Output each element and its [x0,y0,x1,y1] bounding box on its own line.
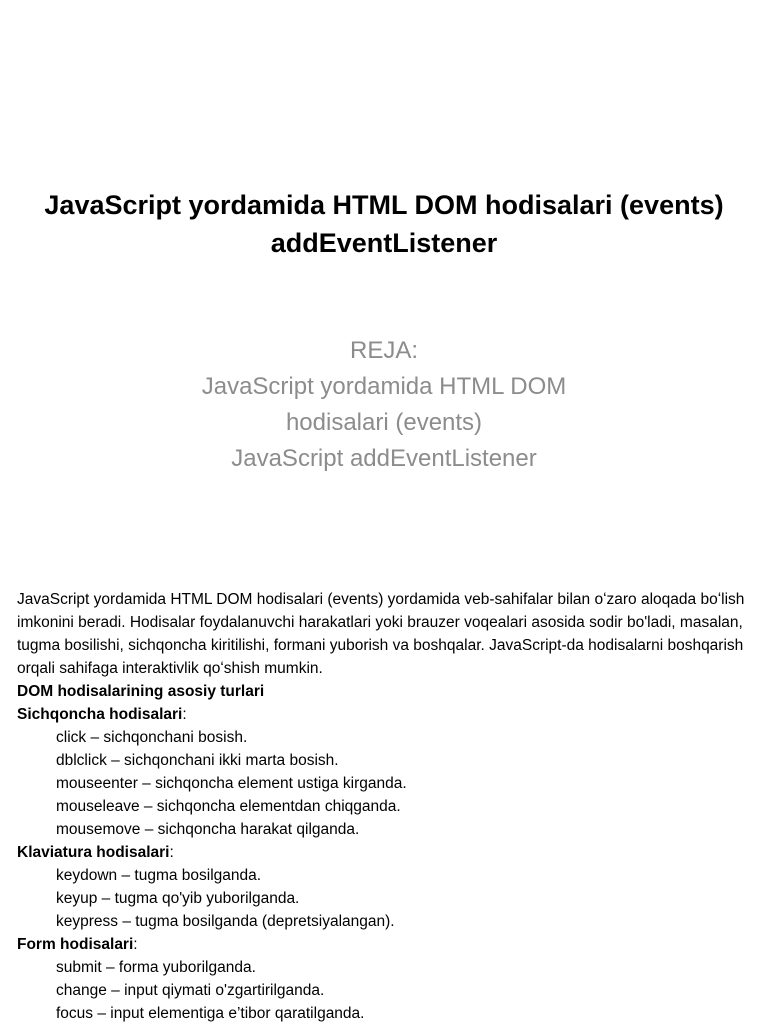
list-item: mouseleave – sichqoncha elementdan chiqganda. [56,798,401,815]
group-heading-colon: : [133,936,138,953]
list-item: change – input qiymati o'zgartirilganda. [56,982,325,999]
group-heading [17,703,757,726]
list-item: keypress – tugma bosilganda (depretsiyalangan). [56,913,395,930]
subtitle-line-reja: REJA: [349,337,418,364]
group-heading-label: Form hodisalari [17,936,134,953]
subtitle-line-events: hodisalari (events) [285,409,483,436]
group-mouse-events [17,703,757,841]
list-item: dblclick – sichqonchani ikki marta bosish. [56,752,339,769]
list-item: click – sichqonchani bosish. [56,729,248,746]
group-heading-label: Sichqoncha hodisalari [17,706,183,723]
group-keyboard-events [17,841,757,933]
slide-title: JavaScript yordamida HTML DOM hodisalari (events) addEventListener [44,190,724,258]
group-heading-label: Klaviatura hodisalari [17,844,170,861]
list-item: focus – input elementiga e’tibor qaratilganda. [56,1005,365,1022]
group-heading [17,933,757,956]
subtitle-line-addeventlistener: JavaScript addEventListener [231,445,537,472]
list-item: keydown – tugma bosilganda. [56,867,262,884]
group-heading-colon: : [169,844,174,861]
subtitle-line-html-dom: JavaScript yordamida HTML DOM [201,373,567,400]
group-form-events [17,933,757,1025]
section-heading: DOM hodisalarining asosiy turlari [17,683,265,700]
body-text [17,588,757,1025]
group-heading-colon: : [182,706,187,723]
list-item: submit – forma yuborilganda. [56,959,256,976]
subtitle-block [60,333,708,477]
list-item: mousemove – sichqoncha harakat qilganda. [56,821,360,838]
list-item: mouseenter – sichqoncha element ustiga kirganda. [56,775,407,792]
intro-paragraph: JavaScript yordamida HTML DOM hodisalari (events) yordamida veb-sahifalar bilan oʻzaro aloqada boʻlish imkonini beradi. Hodisalar foydalanuvchi harakatlari yoki brauzer voqealari asosida sodir bo'ladi, masalan, tugma bosilishi, sichqoncha kiritilishi, formani yuborish va boshqalar. JavaScript-da hodisalarni boshqarish orqali sahifaga interaktivlik qoʻshish mumkin. [17,591,745,677]
group-heading [17,841,757,864]
list-item: keyup – tugma qo'yib yuborilganda. [56,890,300,907]
